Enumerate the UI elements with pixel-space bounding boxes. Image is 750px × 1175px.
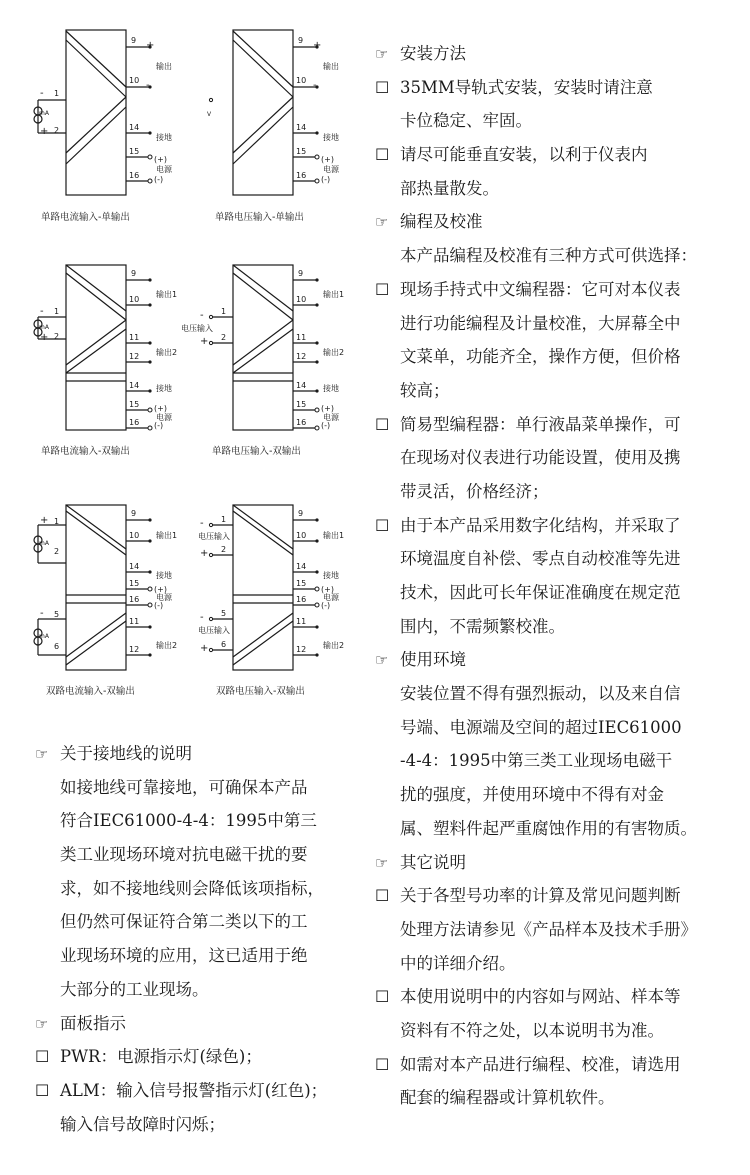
terminal-number: 16	[129, 418, 140, 427]
minus-sign: -	[146, 80, 150, 91]
text-line	[35, 939, 360, 973]
diagram-single-voltage-single-output	[195, 30, 370, 240]
power-plus-label: (+)	[321, 585, 334, 594]
section-heading	[375, 643, 740, 677]
plus-sign: +	[200, 548, 209, 559]
section-heading	[35, 737, 360, 771]
power-plus-label: (+)	[154, 585, 167, 594]
terminal-number: 14	[296, 381, 307, 390]
terminal-number: 10	[129, 76, 140, 85]
terminal-number: 12	[129, 645, 140, 654]
text-line	[375, 374, 740, 408]
text-line	[375, 441, 740, 475]
line-text: 卡位稳定、牢固。	[400, 111, 532, 131]
line-text: 进行功能编程及计量校准，大屏幕全中	[400, 313, 681, 333]
pointing-hand-icon: ☞	[375, 213, 389, 232]
text-line	[375, 913, 740, 947]
power-plus-label: (+)	[154, 155, 167, 164]
terminal-number: 9	[131, 269, 137, 278]
text-line	[375, 542, 740, 576]
terminal-number: 9	[298, 36, 304, 45]
text-line	[375, 475, 740, 509]
checkbox-bullet-icon: ☐	[375, 145, 390, 165]
terminal-number: 9	[298, 509, 304, 518]
line-text: ALM：输入信号报警指示灯(红色)；	[60, 1080, 328, 1100]
line-text: 求，如不接地线则会降低该项指标，	[60, 878, 324, 898]
line-text: PWR：电源指示灯(绿色)；	[60, 1047, 262, 1067]
text-line	[375, 340, 740, 374]
text-line	[375, 610, 740, 644]
terminal-number: 1	[54, 89, 60, 98]
power-plus-label: (+)	[321, 155, 334, 164]
power-label: 电源	[156, 593, 172, 602]
ma-label: mA	[39, 633, 49, 640]
plus-sign: +	[40, 126, 49, 137]
line-text: 其它说明	[400, 852, 466, 872]
wiring-diagram-drawing	[28, 30, 203, 220]
terminal-number: 14	[129, 381, 140, 390]
power-label: 电源	[323, 413, 339, 422]
line-text: 围内，不需频繁校准。	[400, 616, 565, 636]
power-label: 电源	[156, 165, 172, 174]
terminal-number: 14	[129, 123, 140, 132]
terminal-number: 1	[221, 307, 227, 316]
text-line	[35, 804, 360, 838]
line-text: 技术，因此可长年保证准确度在规定范	[400, 583, 681, 602]
text-line	[35, 905, 360, 939]
terminal-number: 14	[296, 562, 307, 571]
pointing-hand-icon: ☞	[35, 1014, 49, 1033]
terminal-number: 1	[54, 517, 60, 526]
power-minus-label: (-)	[321, 421, 331, 430]
line-text: 使用环境	[400, 650, 466, 670]
terminal-number: 1	[54, 307, 60, 316]
line-text: 关于接地线的说明	[60, 744, 192, 763]
terminal-number: 12	[296, 645, 307, 654]
right-text-column	[375, 37, 740, 1115]
diagram-caption: 单路电流输入-双输出	[41, 446, 130, 457]
power-plus-label: (+)	[321, 404, 334, 413]
line-text: 关于各型号功率的计算及常见问题判断	[400, 886, 681, 906]
line-text: 资料有不符之处，以本说明书为准。	[400, 1020, 664, 1040]
line-text: 本产品编程及校准有三种方式可供选择：	[400, 246, 697, 266]
line-text: 如需对本产品进行编程、校准，请选用	[400, 1054, 681, 1074]
text-line	[375, 104, 740, 138]
ground-label: 接地	[156, 571, 172, 580]
minus-sign: -	[200, 310, 204, 321]
line-text: 简易型编程器：单行液晶菜单操作，可	[400, 414, 681, 434]
bullet-item	[35, 1040, 360, 1074]
terminal-number: 11	[296, 333, 307, 342]
terminal-number: 2	[54, 332, 60, 341]
bullet-item	[375, 980, 740, 1014]
section-heading	[375, 37, 740, 71]
line-text: 本使用说明中的内容如与网站、样本等	[400, 987, 681, 1007]
checkbox-bullet-icon: ☐	[375, 1054, 390, 1074]
section-heading	[375, 846, 740, 880]
terminal-number: 16	[296, 418, 307, 427]
bullet-item	[375, 408, 740, 442]
output-label: 输出	[156, 62, 172, 71]
power-plus-label: (+)	[154, 404, 167, 413]
text-line	[35, 771, 360, 805]
power-label: 电源	[323, 593, 339, 602]
line-text: 业现场环境的应用，这已适用于绝	[60, 946, 308, 966]
output2-label: 输出2	[323, 641, 345, 650]
text-line	[375, 711, 740, 745]
terminal-number: 15	[296, 400, 307, 409]
terminal-number: 14	[129, 562, 140, 571]
ground-label: 接地	[156, 384, 172, 393]
line-text: 大部分的工业现场。	[60, 979, 209, 999]
line-text: 部热量散发。	[400, 178, 499, 198]
power-minus-label: (-)	[154, 601, 164, 610]
voltage-input-label: 电压输入	[181, 324, 213, 333]
checkbox-bullet-icon: ☐	[35, 1080, 50, 1100]
terminal-number: 15	[129, 579, 140, 588]
line-text: 在现场对仪表进行功能设置，使用及携	[400, 448, 681, 468]
diagram-single-voltage-dual-output	[181, 265, 370, 475]
plus-sign: +	[200, 336, 209, 347]
plus-sign: +	[313, 40, 322, 51]
text-line	[375, 576, 740, 610]
line-text: 环境温度自补偿、零点自动校准等先进	[400, 549, 681, 569]
terminal-number: 11	[129, 617, 140, 626]
output1-label: 输出1	[156, 531, 178, 540]
line-text: 属、塑料件起严重腐蚀作用的有害物质。	[400, 818, 697, 838]
power-minus-label: (-)	[321, 601, 331, 610]
terminal-number: 1	[221, 515, 227, 524]
text-line	[375, 307, 740, 341]
bullet-item	[375, 71, 740, 105]
diagram-dual-voltage-dual-output	[195, 505, 370, 715]
terminal-number: 10	[296, 295, 307, 304]
ground-label: 接地	[156, 133, 172, 142]
terminal-number: 14	[296, 123, 307, 132]
bullet-item	[375, 1048, 740, 1082]
left-text-column	[35, 737, 360, 1141]
line-text: 35MM导轨式安装，安装时请注意	[400, 77, 653, 97]
line-text: 输入信号故障时闪烁；	[60, 1114, 225, 1134]
text-line	[375, 778, 740, 812]
ground-label: 接地	[323, 133, 339, 142]
line-text: 较高；	[400, 380, 450, 400]
terminal-number: 5	[221, 609, 227, 618]
terminal-number: 2	[221, 545, 227, 554]
bullet-item	[375, 509, 740, 543]
terminal-number: 11	[296, 617, 307, 626]
power-label: 电源	[156, 413, 172, 422]
ma-label: mA	[39, 540, 49, 547]
terminal-number: 5	[54, 610, 60, 619]
text-line	[375, 1014, 740, 1048]
text-line	[375, 677, 740, 711]
minus-sign: -	[313, 80, 317, 91]
text-line	[35, 1108, 360, 1142]
terminal-number: 16	[129, 595, 140, 604]
text-line	[375, 172, 740, 206]
pointing-hand-icon: ☞	[375, 651, 389, 670]
terminal-number: 10	[296, 531, 307, 540]
voltage-input-label: 电压输入	[198, 626, 230, 635]
terminal-number: 15	[296, 579, 307, 588]
terminal-number: 16	[296, 595, 307, 604]
terminal-number: 12	[129, 352, 140, 361]
diagram-caption: 双路电流输入-双输出	[46, 686, 135, 697]
text-line	[35, 838, 360, 872]
v-label: V	[207, 111, 212, 118]
line-text: 号端、电源端及空间的超过IEC61000	[400, 717, 682, 737]
line-text: 带灵活，价格经济；	[400, 481, 549, 501]
checkbox-bullet-icon: ☐	[375, 987, 390, 1007]
power-label: 电源	[323, 165, 339, 174]
output2-label: 输出2	[156, 348, 178, 357]
terminal-number: 2	[54, 126, 60, 135]
output2-label: 输出2	[323, 348, 345, 357]
text-line	[35, 872, 360, 906]
line-text: 但仍然可保证符合第二类以下的工	[60, 912, 308, 932]
output1-label: 输出1	[323, 531, 345, 540]
text-line	[35, 973, 360, 1007]
ground-label: 接地	[323, 384, 339, 393]
text-line	[375, 812, 740, 846]
plus-sign: +	[40, 332, 49, 343]
minus-sign: -	[200, 612, 204, 623]
terminal-number: 10	[129, 531, 140, 540]
terminal-number: 15	[129, 147, 140, 156]
diagram-dual-current-dual-output	[28, 505, 203, 715]
terminal-number: 16	[129, 171, 140, 180]
plus-sign: +	[200, 643, 209, 654]
line-text: 扰的强度，并使用环境中不得有对金	[400, 785, 664, 805]
checkbox-bullet-icon: ☐	[35, 1047, 50, 1067]
checkbox-bullet-icon: ☐	[375, 886, 390, 906]
terminal-number: 6	[54, 642, 60, 651]
minus-sign: -	[200, 518, 204, 529]
terminal-number: 10	[129, 295, 140, 304]
line-text: 安装位置不得有强烈振动，以及来自信	[400, 684, 681, 704]
minus-sign: -	[40, 306, 44, 317]
terminal-number: 9	[131, 36, 137, 45]
diagram-single-current-dual-output	[28, 265, 203, 475]
diagram-caption: 单路电压输入-单输出	[215, 212, 304, 223]
section-heading	[375, 205, 740, 239]
output1-label: 输出1	[323, 290, 345, 299]
bullet-item	[375, 273, 740, 307]
bullet-item	[375, 879, 740, 913]
ground-label: 接地	[323, 571, 339, 580]
pointing-hand-icon: ☞	[35, 745, 49, 763]
power-minus-label: (-)	[154, 421, 164, 430]
checkbox-bullet-icon: ☐	[375, 414, 390, 434]
plus-sign: +	[40, 515, 49, 526]
checkbox-bullet-icon: ☐	[375, 279, 390, 299]
pointing-hand-icon: ☞	[375, 853, 389, 872]
line-text: 文菜单，功能齐全，操作方便，但价格	[400, 347, 681, 367]
text-line	[375, 239, 740, 273]
line-text: 符合IEC61000-4-4：1995中第三	[60, 811, 317, 831]
line-text: 配套的编程器或计算机软件。	[400, 1088, 615, 1108]
diagram-caption: 单路电压输入-双输出	[212, 446, 301, 457]
pointing-hand-icon: ☞	[375, 45, 389, 63]
line-text: 由于本产品采用数字化结构，并采取了	[400, 515, 681, 535]
terminal-number: 6	[221, 640, 227, 649]
minus-sign: -	[40, 608, 44, 619]
line-text: -4-4：1995中第三类工业现场电磁干	[400, 751, 673, 771]
terminal-number: 2	[221, 333, 227, 342]
output-label: 输出	[323, 62, 339, 71]
wiring-diagram-drawing	[195, 30, 370, 220]
line-text: 请尽可能垂直安装，以利于仪表内	[400, 145, 648, 165]
line-text: 现场手持式中文编程器：它可对本仪表	[400, 279, 681, 299]
line-text: 安装方法	[400, 44, 466, 63]
section-heading	[35, 1007, 360, 1041]
line-text: 处理方法请参见《产品样本及技术手册》	[400, 919, 697, 939]
terminal-number: 2	[54, 547, 60, 556]
diagram-caption: 单路电流输入-单输出	[41, 212, 130, 223]
terminal-number: 9	[131, 509, 137, 518]
plus-sign: +	[146, 40, 155, 51]
terminal-number: 15	[129, 400, 140, 409]
terminal-number: 9	[298, 269, 304, 278]
line-text: 如接地线可靠接地，可确保本产品	[60, 777, 308, 797]
wiring-diagrams	[0, 0, 365, 720]
line-text: 编程及校准	[400, 212, 483, 232]
bullet-item	[35, 1074, 360, 1108]
ma-label: mA	[39, 324, 49, 331]
power-minus-label: (-)	[154, 175, 164, 184]
line-text: 类工业现场环境对抗电磁干扰的要	[60, 845, 308, 865]
bullet-item	[375, 138, 740, 172]
minus-sign: -	[40, 88, 44, 99]
checkbox-bullet-icon: ☐	[375, 515, 390, 535]
power-minus-label: (-)	[321, 175, 331, 184]
output2-label: 输出2	[156, 641, 178, 650]
diagram-single-current-single-output	[28, 30, 203, 240]
diagram-caption: 双路电压输入-双输出	[216, 686, 305, 697]
terminal-number: 15	[296, 147, 307, 156]
terminal-number: 12	[296, 352, 307, 361]
voltage-input-label: 电压输入	[198, 532, 230, 541]
text-line	[375, 744, 740, 778]
terminal-number: 16	[296, 171, 307, 180]
output1-label: 输出1	[156, 290, 178, 299]
line-text: 中的详细介绍。	[400, 953, 516, 973]
text-line	[375, 947, 740, 981]
ma-label: mA	[39, 110, 49, 117]
terminal-number: 10	[296, 76, 307, 85]
line-text: 面板指示	[60, 1013, 126, 1033]
text-line	[375, 1081, 740, 1115]
checkbox-bullet-icon: ☐	[375, 77, 390, 97]
terminal-number: 11	[129, 333, 140, 342]
